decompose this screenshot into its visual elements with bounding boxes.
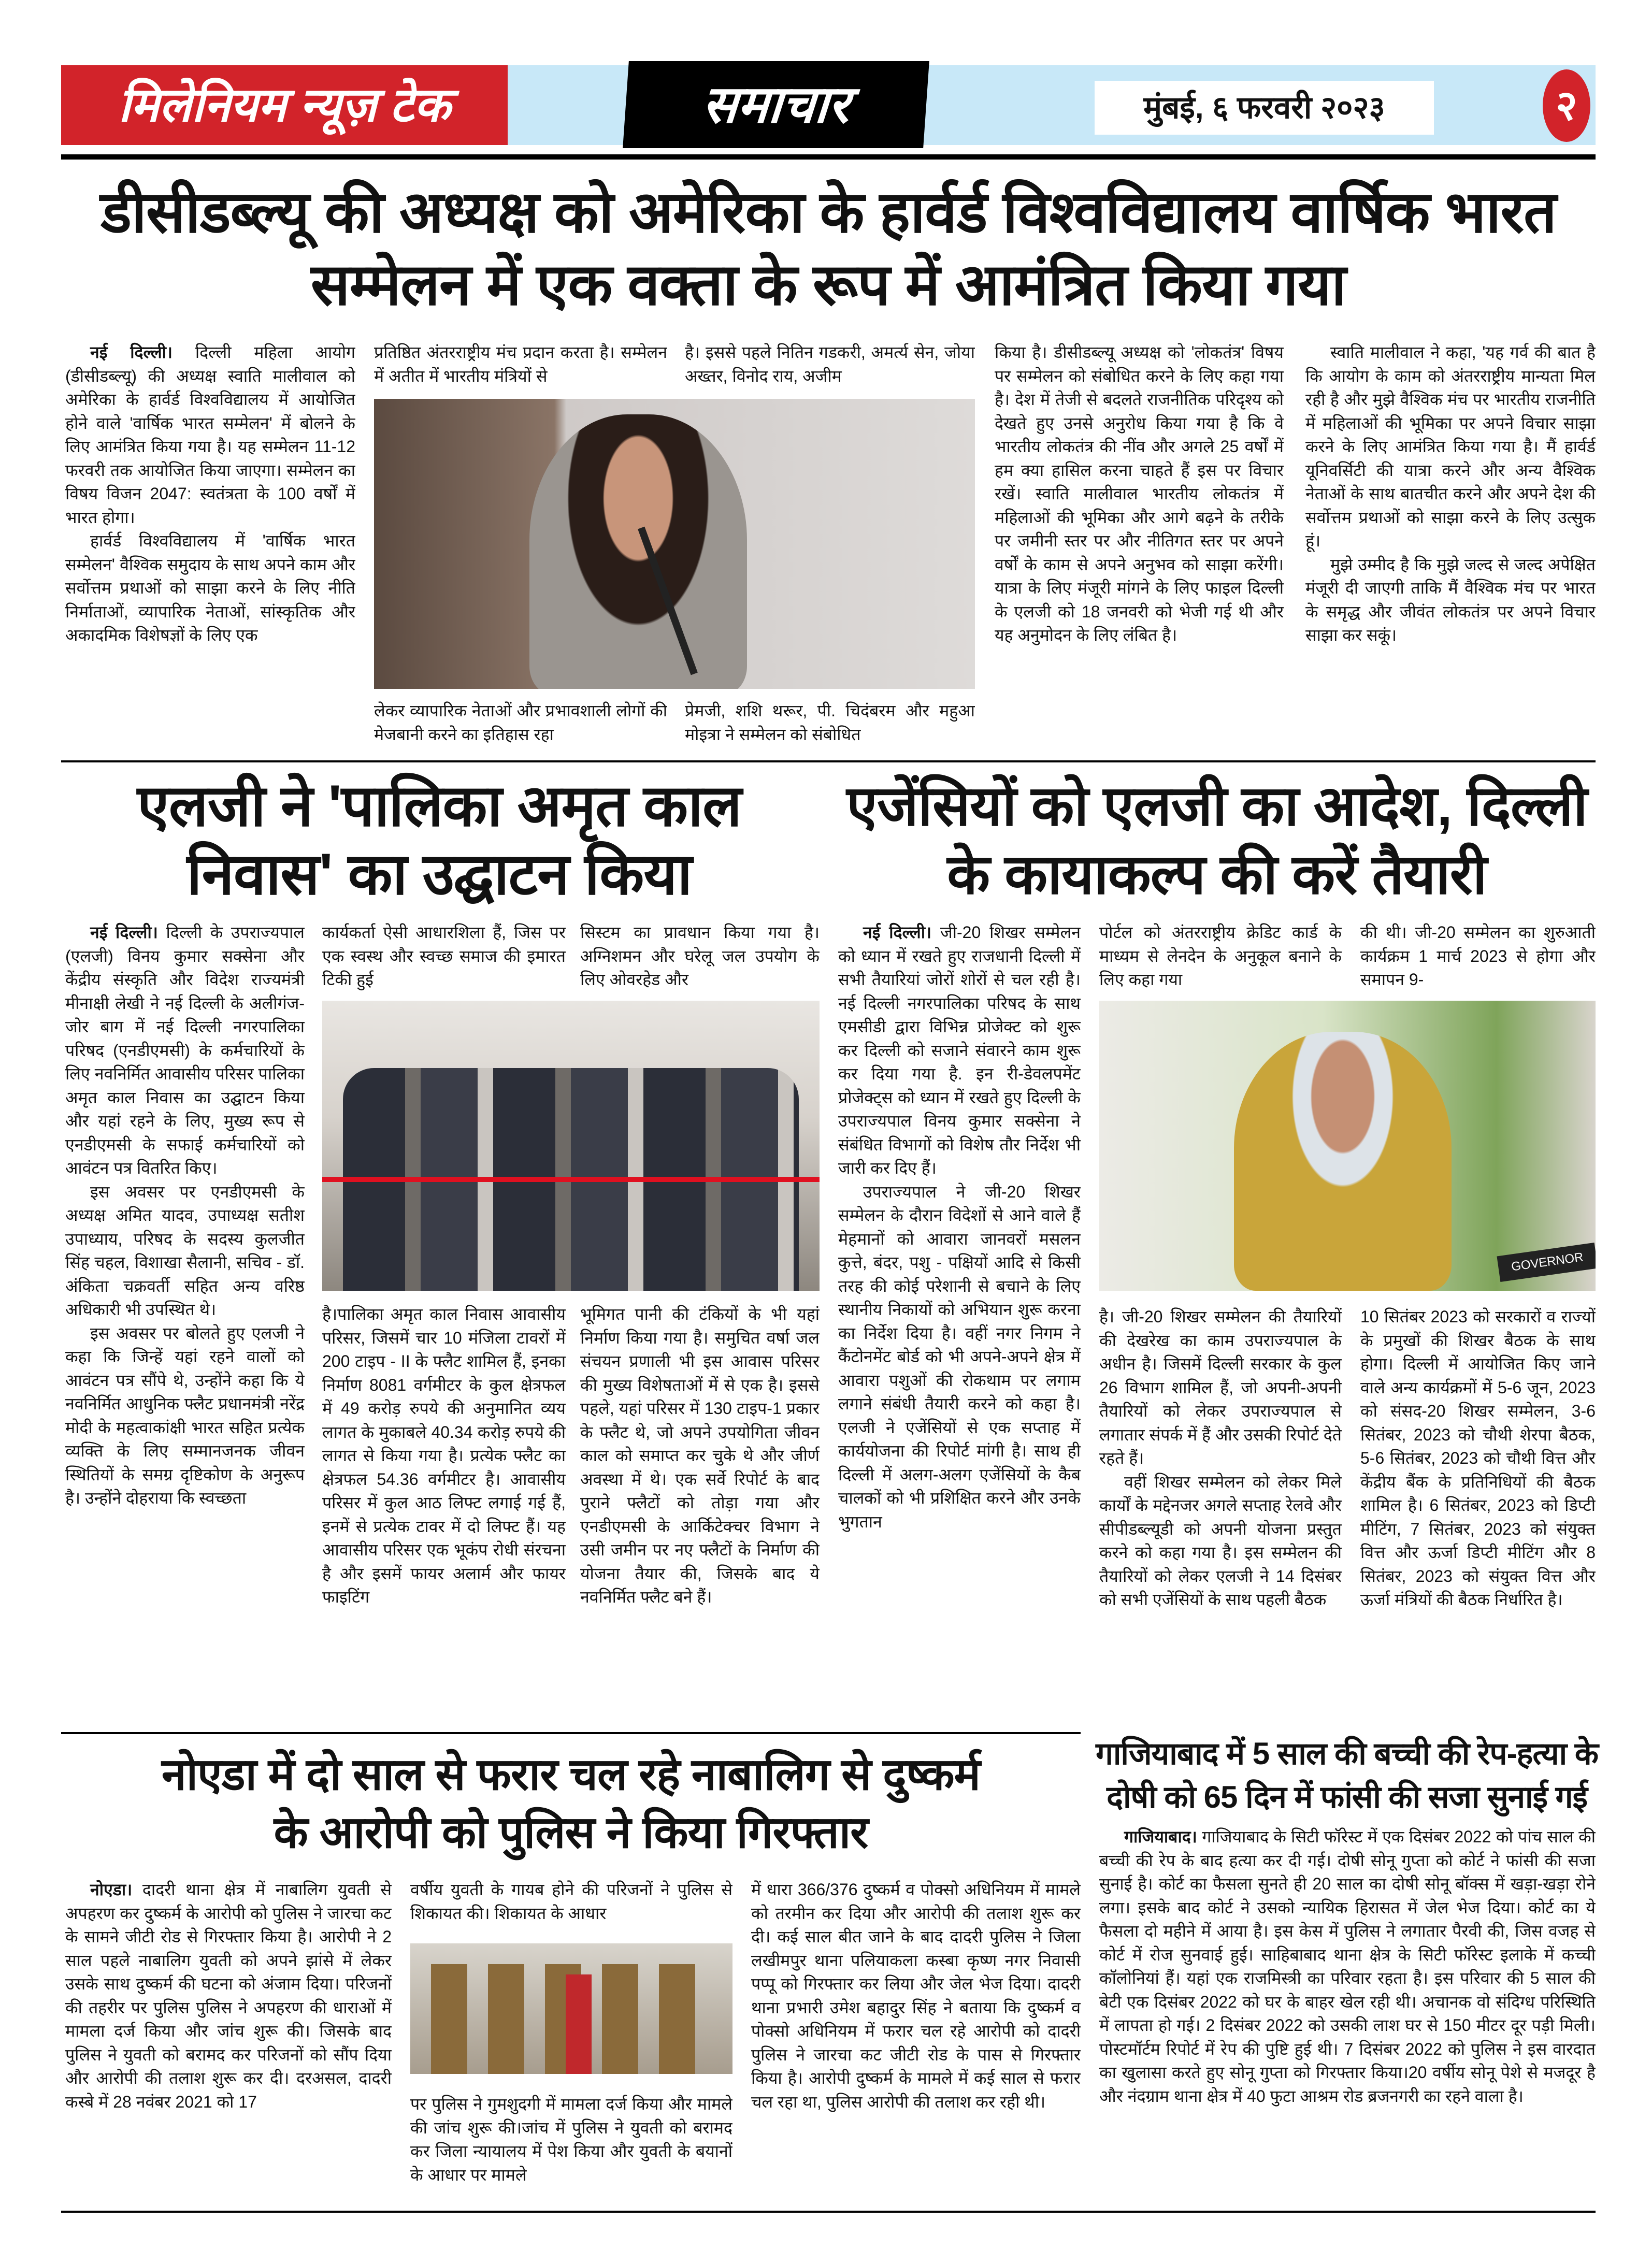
a1-col5 bbox=[1305, 341, 1596, 750]
a1-col3-top bbox=[685, 341, 975, 390]
a3-col3-bottom bbox=[1360, 1305, 1596, 1727]
a1-text: हार्वर्ड विश्वविद्यालय में 'वार्षिक भारत सम्मेलन' वैश्विक समुदाय के साथ अपने काम और सर्वोत्तम प्रथाओं को साझा करने के लिए नीति निर्माताओं, व्यापारिक नेताओं, सांस्कृतिक और अकादमिक विशेषज्ञों के लिए एक bbox=[65, 531, 355, 644]
page-number-badge: २ bbox=[1543, 69, 1590, 142]
masthead-rule bbox=[61, 154, 1596, 160]
a2-dateline: नई दिल्ली। bbox=[90, 923, 158, 942]
a2-col3-bottom bbox=[580, 1303, 820, 1727]
a1-text: लेकर व्यापारिक नेताओं और प्रभावशाली लोगों की मेजबानी करने का इतिहास रहा bbox=[374, 701, 667, 744]
a2-col3-top bbox=[580, 921, 820, 993]
a3-photo-lg bbox=[1099, 1001, 1596, 1291]
a3-headline-line: के कायाकल्प की करें तैयारी bbox=[947, 843, 1487, 905]
a1-text: स्वाति मालीवाल ने कहा, 'यह गर्व की बात है कि आयोग के काम को अंतरराष्ट्रीय मान्यता मिल रही है और मुझे वैश्विक मंच पर भारतीय राजनीति में महिलाओं की भूमिका पर अपने विचार साझा करने के लिए आमंत्रित किया गया है। मैं हार्वर्ड यूनिवर्सिटी की यात्रा करने और अन्य वैश्विक नेताओं के साथ बातचीत करने और अपने देश की सर्वोत्तम प्रथाओं को साझा करने के लिए उत्सुक हूं। bbox=[1305, 343, 1596, 550]
a4-dateline: नोएडा। bbox=[90, 1880, 133, 1899]
a1-text: मुझे उम्मीद है कि मुझे जल्द से जल्द अपेक्षित मंजूरी दी जाएगी ताकि मैं वैश्विक मंच पर भारत के समृद्ध और जीवंत लोकतंत्र पर अपने विचार साझा कर सकूं। bbox=[1305, 555, 1596, 644]
a5-headline bbox=[1093, 1732, 1601, 1819]
a5-dateline: गाजियाबाद। bbox=[1124, 1827, 1197, 1846]
footer-rule bbox=[61, 2211, 1596, 2213]
issue-date: मुंबई, ६ फरवरी २०२३ bbox=[1095, 81, 1434, 135]
a4-headline bbox=[61, 1746, 1081, 1862]
a3-text: पोर्टल को अंतरराष्ट्रीय क्रेडिट कार्ड के माध्यम से लेनदेन के अनुकूल बनाने के लिए कहा गया bbox=[1099, 923, 1342, 989]
a2-text: इस अवसर पर बोलते हुए एलजी ने कहा कि जिन्हें यहां रहने वालों को आवंटन पत्र सौंपे थे, उन्होंने कहा कि ये नवनिर्मित आधुनिक फ्लैट प्रधानमंत्री नरेंद्र मोदी के महत्वाकांक्षी भारत सहित प्रत्येक व्यक्ति के लिए सम्मानजनक जीवन स्थितियों के समग्र दृष्टिकोण के अनुरूप है। उन्होंने दोहराया कि स्वच्छता bbox=[65, 1323, 305, 1507]
a2-text: है।पालिका अमृत काल निवास आवासीय परिसर, जिसमें चार 10 मंजिला टावरों में 200 टाइप - II के फ्लैट शामिल हैं, इनका निर्माण 8081 वर्गमीटर के कुल क्षेत्रफल में 49 करोड़ रुपये की अनुमानित व्यय लागत के मुकाबले 40.34 करोड़ रुपये की लागत से किया गया है। प्रत्येक फ्लैट का क्षेत्रफल 54.36 वर्गमीटर है। आवासीय परिसर में कुल आठ लिफ्ट लगाई गई हैं, इनमें से प्रत्येक टावर में दो लिफ्ट हैं। यह आवासीय परिसर एक भूकंप रोधी संरचना है और इसमें फायर अलार्म और फायर फाइटिंग bbox=[322, 1305, 566, 1606]
a3-text: उपराज्यपाल ने जी-20 शिखर सम्मेलन के दौरान विदेशों से आने वाले हैं मेहमानों को आवारा जानवरों मसलन कुत्ते, बंदर, पशु - पक्षियों आदि से किसी तरह की कोई परेशानी से बचाने के लिए स्थानीय निकायों को अभियान शुरू करना का निर्देश दिया है। वहीं नगर निगम ने कैंटोनमेंट बोर्ड को भी अपने-अपने क्षेत्र में आवारा पशुओं की रोकथाम पर लगाम लगाने संबंधी तैयारी करने को कहा है। एलजी ने एजेंसियों से एक सप्ताह में कार्ययोजना की रिपोर्ट मांगी है। साथ ही दिल्ली में अलग-अलग एजेंसियों के कैब चालकों को भी प्रशिक्षित करने और उनके भुगतान bbox=[838, 1182, 1081, 1531]
a4-photo-police bbox=[410, 1943, 732, 2074]
a1-col1 bbox=[65, 341, 355, 750]
a3-text: जी-20 शिखर सम्मेलन को ध्यान में रखते हुए राजधानी दिल्ली में सभी तैयारियां जोरों शोरों से चल रही है। नई दिल्ली नगरपालिका परिषद के साथ एमसीडी द्वारा विभिन्न प्रोजेक्ट को शुरू कर दिल्ली को सजाने संवारने काम शुरू कर दिया गया है. इन री-डेवलपमेंट प्रोजेक्ट्स को ध्यान में रखते हुए दिल्ली के उपराज्यपाल विनय कुमार सक्सेना ने संबंधित विभागों को विशेष तौर निर्देश भी जारी कर दिए हैं। bbox=[838, 923, 1081, 1177]
a4-text: पर पुलिस ने गुमशुदगी में मामला दर्ज किया और मामले की जांच शुरू की।जांच में पुलिस ने युवती को बरामद कर जिला न्यायालय में पेश किया और युवती के बयानों के आधार पर मामले bbox=[410, 2095, 732, 2184]
a2-text: दिल्ली के उपराज्यपाल (एलजी) विनय कुमार सक्सेना और केंद्रीय संस्कृति और विदेश राज्यमंत्री मीनाक्षी लेखी ने नई दिल्ली के अलीगंज-जोर बाग में नई दिल्ली नगरपालिका परिषद (एनडीएमसी) के कर्मचारियों के लिए नवनिर्मित आवासीय परिसर पालिका अमृत काल निवास का उद्घाटन किया और यहां रहने के लिए, मुख्य रूप से एनडीएमसी के सफाई कर्मचारियों को आवंटन पत्र वितरित किए। bbox=[65, 923, 305, 1177]
a4-headline-line: के आरोपी को पुलिस ने किया गिरफ्तार bbox=[274, 1808, 868, 1857]
masthead bbox=[61, 65, 1596, 145]
a5-headline-line: गाजियाबाद में 5 साल की बच्ची की रेप-हत्या के bbox=[1096, 1736, 1598, 1771]
a4-col1 bbox=[65, 1878, 392, 2199]
a5-text: गाजियाबाद के सिटी फॉरेस्ट में एक दिसंबर 2022 को पांच साल की बच्ची की रेप के बाद हत्या कर दी गई। दोषी सोनू गुप्ता को कोर्ट ने फांसी की सजा सुनाई है। कोर्ट का फैसला सुनते ही 20 साल का दोषी सोनू बॉक्स में खड़ा-खड़ा रोने लगा। इसके बाद कोर्ट ने उसको न्यायिक हिरासत में जेल भेज दिया। कोर्ट का ये फैसला दो महीने में आया है। इस केस में पुलिस ने लगातार पैरवी की, जिस वजह से कोर्ट में रोज सुनवाई हुई। साहिबाबाद थाना क्षेत्र के सिटी फॉरेस्ट इलाके में कच्ची कॉलोनियां हैं। यहां एक राजमिस्त्री का परिवार रहता है। इस परिवार की 5 साल की बेटी एक दिसंबर 2022 को घर के बाहर खेल रही थी। अचानक वो संदिग्ध परिस्थिति में लापता हो गई। 2 दिसंबर 2022 को उसकी लाश घर से 150 मीटर दूर पड़ी मिली। पोस्टमॉर्टम रिपोर्ट में रेप की पुष्टि हुई थी। 7 दिसंबर 2022 को पुलिस ने इस वारदात का खुलासा करते हुए सोनू गुप्ता को गिरफ्तार किया।20 वर्षीय सोनू पेशे से मजदूर है और नंदग्राम थाना क्षेत्र में 40 फुटा आश्रम रोड ब्रजनगरी का रहने वाला है। bbox=[1099, 1827, 1596, 2106]
divider bbox=[61, 1732, 1081, 1734]
a3-text: 10 सितंबर 2023 को सरकारों व राज्यों के प्रमुखों की शिखर बैठक के साथ होगा। दिल्ली में आयोजित किए जाने वाले अन्य कार्यक्रमों में 5-6 जून, 2023 को संसद-20 शिखर सम्मेलन, 3-6 सितंबर, 2023 को चौथी शेरपा बैठक, 5-6 सितंबर, 2023 को चौथी वित्त और केंद्रीय बैंक के प्रतिनिधियों की बैठक शामिल है। 6 सितंबर, 2023 को डिप्टी मीटिंग, 7 सितंबर, 2023 को संयुक्त वित्त और ऊर्जा डिप्टी मीटिंग और 8 सितंबर, 2023 को संयुक्त वित्त और ऊर्जा मंत्रियों की बैठक निर्धारित है। bbox=[1360, 1307, 1596, 1609]
brand-logo: मिलेनियम न्यूज़ टेक bbox=[61, 65, 508, 145]
a4-col3 bbox=[751, 1878, 1081, 2199]
a1-photo-speaker bbox=[374, 399, 975, 689]
a1-dateline: नई दिल्ली। bbox=[90, 343, 173, 362]
a3-col1 bbox=[838, 921, 1081, 1729]
a1-text: दिल्ली महिला आयोग (डीसीडब्ल्यू) की अध्यक्ष स्वाति मालीवाल को अमेरिका के हार्वर्ड विश्वविद्यालय में आयोजित होने वाले 'वार्षिक भारत सम्मेलन' में बोलने के लिए आमंत्रित किया गया है। यह सम्मेलन 11-12 फरवरी तक आयोजित किया जाएगा। सम्मेलन का विषय विजन 2047: स्वतंत्रता के 100 वर्षों में भारत होगा। bbox=[65, 343, 355, 527]
a4-text: दादरी थाना क्षेत्र में नाबालिग युवती से अपहरण कर दुष्कर्म के आरोपी को पुलिस ने जारचा कट के सामने जीटी रोड से गिरफ्तार किया है। आरोपी ने 2 साल पहले नाबालिग युवती को अपने झांसे में लेकर उसके साथ दुष्कर्म की घटना को अंजाम दिया। परिजनों की तहरीर पर पुलिस पुलिस ने अपहरण की धाराओं में मामला दर्ज किया और जांच शुरू की। जिसके बाद पुलिस ने युवती को बरामद कर परिजनों को सौंप दिया और आरोपी की तलाश शुरू कर दी। दरअसल, दादरी कस्बे में 28 नवंबर 2021 को 17 bbox=[65, 1880, 392, 2111]
person-figure bbox=[1234, 1032, 1452, 1291]
a3-text: है। जी-20 शिखर सम्मेलन की तैयारियों की देखरेख का काम उपराज्यपाल के अधीन है। जिसमें दिल्ली सरकार के कुल 26 विभाग शामिल हैं, जो अपनी-अपनी तैयारियों को लेकर उपराज्यपाल से लगातार संपर्क में हैं और उसकी रिपोर्ट देते रहते हैं। bbox=[1099, 1307, 1342, 1467]
a1-col3-bottom bbox=[685, 699, 975, 748]
a4-col2-top bbox=[410, 1878, 732, 1927]
a1-col2-top bbox=[374, 341, 667, 390]
a2-photo-inauguration bbox=[322, 1001, 820, 1291]
a2-col2-bottom bbox=[322, 1303, 566, 1727]
a2-text: भूमिगत पानी की टंकियों के भी यहां निर्माण किया गया है। समुचित वर्षा जल संचयन प्रणाली भी इस आवास परिसर की मुख्य विशेषताओं में से एक है। इससे पहले, यहां परिसर में 130 टाइप-1 प्रकार के फ्लैट थे, जो अपने उपयोगिता जीवन काल को समाप्त कर चुके थे और जीर्ण अवस्था में थे। एक सर्वे रिपोर्ट के बाद पुराने फ्लैटों को तोड़ा गया और एनडीएमसी के आर्किटेक्चर विभाग ने उसी जमीन पर नए फ्लैटों के निर्माण की योजना तैयार की, जिसके बाद ये नवनिर्मित फ्लैट बने हैं। bbox=[580, 1305, 820, 1606]
a3-text: की थी। जी-20 सम्मेलन का शुरुआती कार्यक्रम 1 मार्च 2023 से होगा और समापन 9- bbox=[1360, 923, 1596, 989]
a1-text: प्रतिष्ठित अंतरराष्ट्रीय मंच प्रदान करता है। सम्मेलन में अतीत में भारतीय मंत्रियों से bbox=[374, 343, 667, 385]
a1-text: प्रेमजी, शशि थरूर, पी. चिदंबरम और महुआ मोइत्रा ने सम्मेलन को संबोधित bbox=[685, 701, 975, 744]
a3-text: वहीं शिखर सम्मेलन को लेकर मिले कार्यों के मद्देनजर अगले सप्ताह रेलवे और सीपीडब्ल्यूडी को अपनी योजना प्रस्तुत करने को कहा गया है। इस सम्मेलन की तैयारियों को लेकर एलजी ने 14 दिसंबर को सभी एजेंसियों के साथ पहली बैठक bbox=[1099, 1472, 1342, 1609]
accused-person bbox=[566, 1974, 592, 2074]
a1-headline-line: सम्मेलन में एक वक्ता के रूप में आमंत्रित किया गया bbox=[310, 252, 1346, 317]
a2-headline-line: निवास' का उद्घाटन किया bbox=[186, 842, 692, 906]
a4-headline-line: नोएडा में दो साल से फरार चल रहे नाबालिग से दुष्कर्म bbox=[162, 1750, 980, 1799]
a2-col1 bbox=[65, 921, 305, 1729]
a1-text: है। इससे पहले नितिन गडकरी, अमर्त्य सेन, जोया अख्तर, विनोद राय, अजीम bbox=[685, 343, 975, 385]
a2-text: सिस्टम का प्रावधान किया गया है। अग्निशमन और घरेलू जल उपयोग के लिए ओवरहेड और bbox=[580, 923, 820, 989]
a3-dateline: नई दिल्ली। bbox=[863, 923, 932, 942]
a1-text: किया है। डीसीडब्ल्यू अध्यक्ष को 'लोकतंत्र' विषय पर सम्मेलन को संबोधित करने के लिए कहा गया है। देश में तेजी से बदलते राजनीतिक परिदृश्य को देखते हुए उनसे अनुरोध किया गया है कि वे भारतीय लोकतंत्र की नींव और अगले 25 वर्षों में हम क्या हासिल करना चाहते हैं इस पर विचार रखें। स्वाति मालीवाल भारतीय लोकतंत्र में महिलाओं की भूमिका और आगे बढ़ने के तरीके पर जमीनी स्तर पर और नीतिगत स्तर पर अपने वर्षों के काम से अपने अनुभव को साझा करेंगी। यात्रा के लिए मंजूरी मांगने के लिए फाइल दिल्ली के एलजी को 18 जनवरी को भेजी गई थी और यह अनुमोदन के लिए लंबित है। bbox=[995, 343, 1284, 644]
a1-headline bbox=[61, 176, 1596, 321]
person-figure bbox=[529, 414, 747, 689]
a3-col2-top bbox=[1099, 921, 1342, 993]
a5-body bbox=[1099, 1825, 1596, 2198]
a1-headline-line: डीसीडब्ल्यू की अध्यक्ष को अमेरिका के हार्वर्ड विश्वविद्यालय वार्षिक भारत bbox=[100, 180, 1557, 244]
a3-col2-bottom bbox=[1099, 1305, 1342, 1727]
a2-headline-line: एलजी ने 'पालिका अमृत काल bbox=[137, 773, 742, 838]
a4-text: वर्षीय युवती के गायब होने की परिजनों ने पुलिस से शिकायत की। शिकायत के आधार bbox=[410, 1880, 732, 1923]
a2-text: कार्यकर्ता ऐसी आधारशिला हैं, जिस पर एक स्वस्थ और स्वच्छ समाज की इमारत टिकी हुई bbox=[322, 923, 566, 989]
a1-col2-bottom bbox=[374, 699, 667, 748]
a3-headline bbox=[838, 772, 1596, 909]
governor-nameplate: GOVERNOR bbox=[1497, 1243, 1596, 1282]
a1-col4 bbox=[995, 341, 1284, 750]
a4-text: में धारा 366/376 दुष्कर्म व पोक्सो अधिनियम में मामले को तरमीन कर दिया और आरोपी की तलाश शुरू कर दी। कई साल बीत जाने के बाद दादरी पुलिस ने जिला लखीमपुर थाना पलियाकला कस्बा कृष्ण नगर निवासी पप्पू को गिरफ्तार कर लिया और जेल भेज दिया। दादरी थाना प्रभारी उमेश बहादुर सिंह ने बताया कि दुष्कर्म व पोक्सो अधिनियम में फरार चल रहे आरोपी को दादरी पुलिस ने जारचा कट जीटी रोड के पास से गिरफ्तार किया है। आरोपी दुष्कर्म के मामले में कई साल से फरार चल रहा था, पुलिस आरोपी की तलाश कर रही थी। bbox=[751, 1880, 1081, 2111]
a4-col2-bottom bbox=[410, 2093, 732, 2199]
a2-headline bbox=[61, 772, 817, 909]
a3-headline-line: एजेंसियों को एलजी का आदेश, दिल्ली bbox=[846, 774, 1587, 837]
ribbon bbox=[322, 1177, 820, 1182]
a2-col2-top bbox=[322, 921, 566, 993]
a2-text: इस अवसर पर एनडीएमसी के अध्यक्ष अमित यादव, उपाध्यक्ष सतीश उपाध्याय, परिषद के सदस्य कुलजीत सिंह चहल, विशाखा सैलानी, सचिव - डॉ. अंकिता चक्रवर्ती सहित अन्य वरिष्ठ अधिकारी भी उपस्थित थे। bbox=[65, 1182, 305, 1319]
divider bbox=[61, 760, 1596, 762]
a3-col3-top bbox=[1360, 921, 1596, 993]
a5-headline-line: दोषी को 65 दिन में फांसी की सजा सुनाई गई bbox=[1107, 1780, 1587, 1814]
section-label: समाचार bbox=[623, 61, 929, 148]
